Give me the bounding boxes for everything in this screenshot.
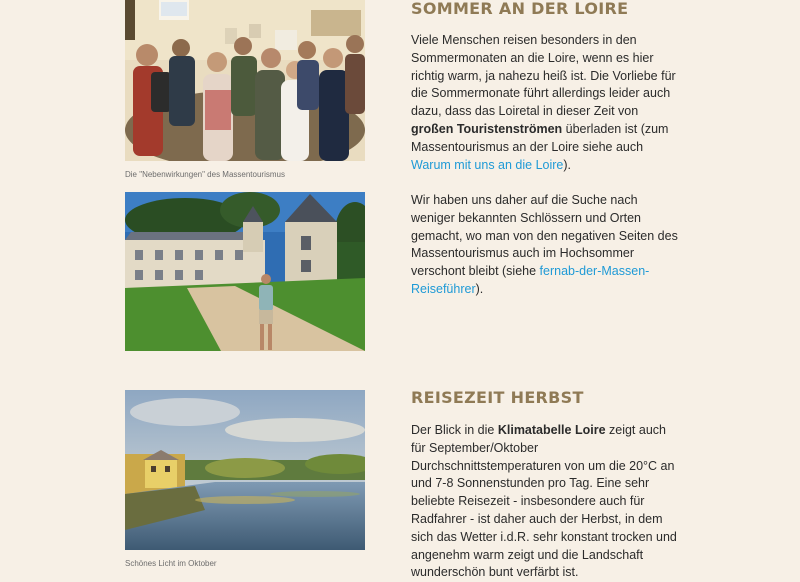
loire-river-photo <box>125 390 365 550</box>
photo-caption-autumn: Schönes Licht im Oktober <box>125 559 217 568</box>
autumn-paragraph-1: Der Blick in die Klimatabelle Loire zeigt auch für September/Oktober Durchschnittstemperaturen von um die 20°C an und 7-8 Sonnenstunden pro Tag. Eine sehr beliebte Reisezeit - insbesondere auch für Radfahrer - ist daher auch der Herbst, in dem sich das Wetter i.d.R. sehr konstant trocken und angenehm warm zeigt und die Landschaft wunderschön bunt verfärbt ist. <box>411 423 677 580</box>
bold-tourist-streams: großen Touristenströmen <box>411 121 563 136</box>
photo-caption: Die "Nebenwirkungen" des Massentourismus <box>125 170 285 179</box>
summer-paragraph-2: Wir haben uns daher auf die Suche nach weniger bekannten Schlössern und Orten gemacht, wo man von den negativen Seiten des Massentourismus auch im Hochsommer verschont bleibt (siehe fernab-der-Massen-Reiseführer). <box>411 193 678 296</box>
summer-paragraph-1: Viele Menschen reisen besonders in den Sommermonaten an die Loire, wenn es hier richtig warm, ja nahezu heiß ist. Die Vorliebe für die Sommermonate führt allerdings leider auch dazu, dass das Loiretal in dieser Zeit von großen Touristenströmen überladen ist (zum Massentourismus an der Loire siehe auch Warum mit uns an die Loire). <box>411 33 676 172</box>
autumn-text <box>411 422 681 582</box>
link-off-beaten-guide[interactable]: fernab-der-Massen-Reiseführer <box>411 264 650 296</box>
castle-photo <box>125 192 365 351</box>
section-title-summer: SOMMER AN DER LOIRE <box>411 0 629 18</box>
link-why-loire[interactable]: Warum mit uns an die Loire <box>411 157 564 172</box>
section-title-autumn: REISEZEIT HERBST <box>411 388 584 407</box>
bold-climate-table: Klimatabelle Loire <box>497 423 606 437</box>
summer-text <box>411 32 681 174</box>
summer-text-2 <box>411 192 681 299</box>
tourist-crowd-photo <box>125 0 365 161</box>
